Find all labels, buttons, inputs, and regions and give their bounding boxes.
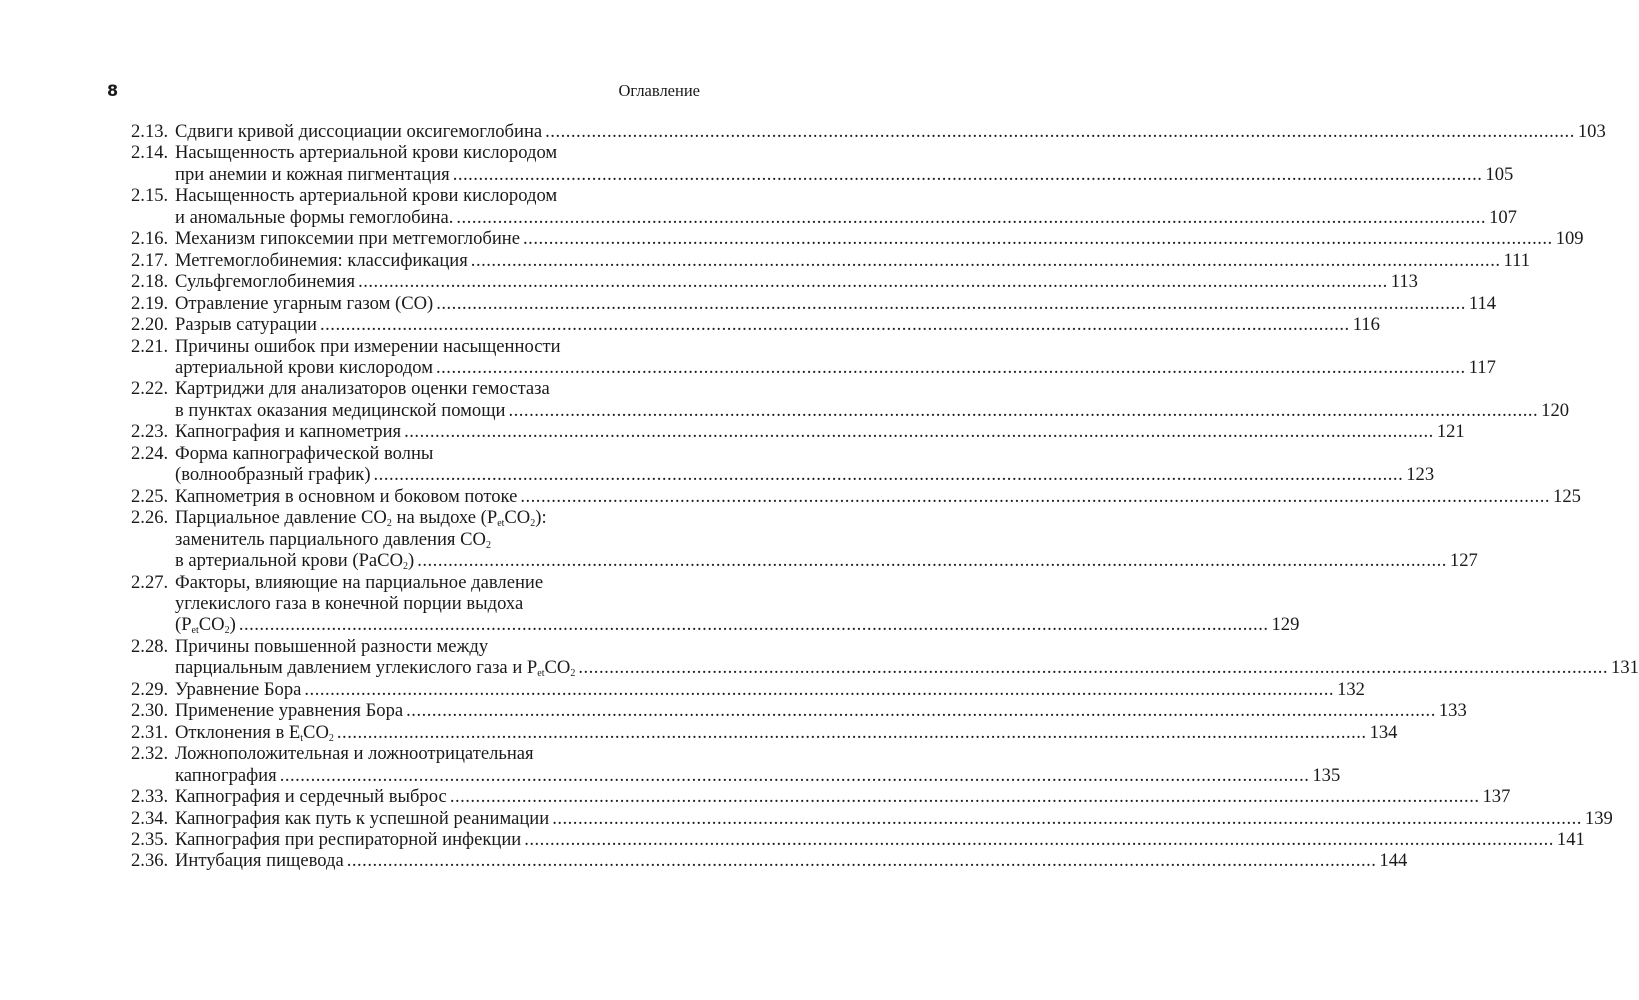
toc-entry-title bbox=[175, 271, 355, 292]
page-number: 8 bbox=[107, 81, 119, 100]
toc-entry[interactable] bbox=[131, 421, 1465, 443]
toc-entry-page: 107 bbox=[1489, 206, 1517, 228]
toc-entry-number: 2.33. bbox=[131, 786, 169, 808]
toc-entry-number: 2.16. bbox=[131, 228, 169, 250]
toc-entry-line bbox=[131, 206, 1517, 228]
toc-entry-line bbox=[131, 593, 701, 614]
title-text: Сульфгемоглобинемия bbox=[175, 271, 356, 293]
dot-leader: ........................................................................................................................................................................................................ bbox=[545, 121, 1575, 142]
toc-entry[interactable] bbox=[131, 271, 1418, 293]
toc-entry-line bbox=[131, 572, 701, 593]
title-text: заменитель парциального давления CO bbox=[175, 528, 486, 550]
toc-entry[interactable] bbox=[131, 249, 1530, 271]
subscript: 2 bbox=[570, 668, 576, 680]
toc-entry-title bbox=[175, 357, 433, 378]
toc-entry-line bbox=[131, 678, 1365, 700]
toc-entry-number: 2.20. bbox=[131, 314, 169, 336]
toc-entry-title bbox=[175, 421, 401, 442]
dot-leader: ........................................................................................................................................................................................................ bbox=[336, 721, 1367, 743]
toc-entry-page: 132 bbox=[1337, 678, 1365, 700]
toc-entry-title bbox=[175, 293, 433, 314]
toc-entry[interactable] bbox=[131, 142, 1514, 185]
toc-entry-page: 123 bbox=[1406, 464, 1435, 486]
toc-entry[interactable] bbox=[131, 850, 1408, 872]
toc-entry-line bbox=[131, 850, 1408, 872]
toc-entry[interactable] bbox=[131, 507, 1478, 573]
dot-leader: ........................................................................................................................................................................................................ bbox=[346, 850, 1377, 872]
title-text: ) bbox=[229, 614, 236, 636]
toc-entry-line bbox=[131, 421, 1465, 443]
toc-entry-title bbox=[175, 722, 334, 743]
toc-entry-line bbox=[131, 378, 701, 399]
toc-entry[interactable] bbox=[131, 185, 1517, 228]
dot-leader: ........................................................................................................................................................................................................ bbox=[436, 356, 1466, 378]
toc-entry-number: 2.29. bbox=[131, 678, 169, 700]
dot-leader: ........................................................................................................................................................................................................ bbox=[417, 550, 1447, 572]
toc-entry-title bbox=[175, 636, 488, 657]
toc-entry-title bbox=[175, 550, 414, 571]
toc-entry-line bbox=[131, 828, 1585, 850]
title-text: CO bbox=[504, 507, 531, 529]
toc-entry-number: 2.35. bbox=[131, 828, 169, 850]
dot-leader: ........................................................................................................................................................................................................ bbox=[520, 485, 1551, 507]
toc-entry-page: 114 bbox=[1468, 292, 1497, 314]
toc-entry-line bbox=[131, 163, 1514, 185]
toc-entry-line bbox=[131, 507, 701, 528]
toc-entry-line bbox=[131, 443, 701, 464]
toc-entry-title bbox=[175, 743, 534, 764]
toc-entry-number: 2.14. bbox=[131, 142, 169, 164]
title-text: Ложноположительная и ложноотрицательная bbox=[175, 743, 534, 765]
title-text: Причины ошибок при измерении насыщенности bbox=[175, 335, 561, 357]
title-text: Отравление угарным газом (СО) bbox=[175, 292, 434, 314]
subscript: 2 bbox=[403, 561, 409, 573]
toc-entry-line bbox=[131, 721, 1398, 744]
dot-leader: ........................................................................................................................................................................................................ bbox=[456, 206, 1487, 228]
toc-entry-number: 2.21. bbox=[131, 335, 169, 357]
toc-entry-line bbox=[131, 292, 1497, 314]
toc-entry-title bbox=[175, 400, 505, 421]
toc-entry-page: 105 bbox=[1485, 163, 1514, 185]
toc-entry-title bbox=[175, 529, 491, 550]
dot-leader: ........................................................................................................................................................................................................ bbox=[404, 421, 1434, 443]
title-text: CO bbox=[198, 614, 225, 636]
title-text: в артериальной крови (PaCO bbox=[175, 550, 404, 572]
toc-entry-line bbox=[131, 336, 701, 357]
toc-entry-number: 2.32. bbox=[131, 743, 169, 765]
toc-entry-number: 2.30. bbox=[131, 700, 169, 722]
title-text: Механизм гипоксемии при метгемоглобине bbox=[175, 228, 521, 250]
toc-entry[interactable] bbox=[131, 228, 1584, 250]
subscript: 2 bbox=[530, 518, 536, 530]
dot-leader: ........................................................................................................................................................................................................ bbox=[279, 764, 1310, 786]
toc-entry-number: 2.25. bbox=[131, 485, 169, 507]
title-text: Капнометрия в основном и боковом потоке bbox=[175, 485, 518, 507]
dot-leader: ........................................................................................................................................................................................................ bbox=[320, 314, 1350, 336]
toc-entry[interactable] bbox=[131, 700, 1467, 722]
toc-entry-line bbox=[131, 464, 1435, 486]
title-text: Метгемоглобинемия: классификация bbox=[175, 249, 468, 271]
toc-entry-page: 120 bbox=[1541, 399, 1570, 421]
toc-entry-number: 2.34. bbox=[131, 807, 169, 829]
title-text: парциальным давлением углекислого газа и P bbox=[175, 657, 538, 679]
toc-entry-page: 117 bbox=[1468, 356, 1496, 378]
dot-leader: ........................................................................................................................................................................................................ bbox=[523, 228, 1553, 250]
toc-entry[interactable] bbox=[131, 828, 1585, 850]
title-text: ) bbox=[408, 550, 415, 572]
toc-entry-title bbox=[175, 228, 520, 249]
toc-entry-title bbox=[175, 572, 543, 593]
dot-leader: ........................................................................................................................................................................................................ bbox=[508, 399, 1539, 421]
toc-entry-number: 2.15. bbox=[131, 185, 169, 207]
toc-entry-page: 121 bbox=[1436, 421, 1465, 443]
title-text: Разрыв сатурации bbox=[175, 314, 317, 336]
toc-entry-title bbox=[175, 808, 549, 829]
dot-leader: ........................................................................................................................................................................................................ bbox=[552, 807, 1582, 829]
dot-leader: ........................................................................................................................................................................................................ bbox=[470, 249, 1501, 271]
toc-entry-number: 2.18. bbox=[131, 271, 169, 293]
toc-entry-number: 2.23. bbox=[131, 421, 169, 443]
toc-entry-number: 2.24. bbox=[131, 442, 169, 464]
toc-entry-line bbox=[131, 121, 1606, 142]
title-text: Капнография при респираторной инфекции bbox=[175, 828, 522, 850]
toc-entry[interactable] bbox=[131, 335, 1496, 379]
title-text: углекислого газа в конечной порции выдоха bbox=[175, 592, 524, 614]
toc-entry-number: 2.28. bbox=[131, 635, 169, 657]
toc-entry-title bbox=[175, 786, 447, 807]
toc-entry-title bbox=[175, 207, 453, 228]
title-text: Уравнение Бора bbox=[175, 678, 302, 700]
dot-leader: ........................................................................................................................................................................................................ bbox=[449, 786, 1480, 808]
toc-entry[interactable] bbox=[131, 721, 1398, 744]
subscript: 2 bbox=[224, 625, 230, 637]
toc-entry-page: 129 bbox=[1271, 614, 1300, 636]
toc-entry-title bbox=[175, 593, 523, 614]
table-of-contents bbox=[131, 121, 1639, 872]
toc-entry[interactable] bbox=[131, 442, 1435, 486]
title-text: Насыщенность артериальной крови кислородом bbox=[175, 142, 558, 164]
subscript: 2 bbox=[386, 518, 392, 530]
toc-entry-page: 131 bbox=[1611, 657, 1639, 679]
title-text: и аномальные формы гемоглобина. bbox=[175, 206, 454, 228]
title-text: Парциальное давление CO bbox=[175, 507, 387, 529]
toc-entry-title bbox=[175, 164, 450, 185]
dot-leader: ........................................................................................................................................................................................................ bbox=[406, 700, 1436, 722]
toc-entry-title bbox=[175, 121, 542, 142]
toc-entry-title bbox=[175, 614, 236, 635]
title-text: Причины повышенной разности между bbox=[175, 635, 489, 657]
toc-entry-number: 2.22. bbox=[131, 378, 169, 400]
toc-entry-title bbox=[175, 765, 277, 786]
toc-entry-title bbox=[175, 507, 547, 528]
title-text: Капнография и сердечный выброс bbox=[175, 786, 447, 808]
toc-entry[interactable] bbox=[131, 635, 1639, 680]
toc-entry-line bbox=[131, 185, 701, 206]
dot-leader: ........................................................................................................................................................................................................ bbox=[452, 163, 1483, 185]
toc-entry-line bbox=[131, 786, 1511, 808]
toc-entry-title bbox=[175, 850, 344, 871]
toc-entry-title bbox=[175, 250, 468, 271]
toc-entry-title bbox=[175, 679, 301, 700]
toc-entry-line bbox=[131, 636, 701, 657]
dot-leader: ........................................................................................................................................................................................................ bbox=[524, 828, 1554, 850]
title-text: на выдохе (P bbox=[391, 507, 498, 529]
title-text: Форма капнографической волны bbox=[175, 442, 434, 464]
toc-entry-line bbox=[131, 529, 701, 550]
toc-entry-title bbox=[175, 314, 317, 335]
toc-entry-title bbox=[175, 657, 575, 678]
toc-entry[interactable] bbox=[131, 292, 1497, 314]
toc-entry-title bbox=[175, 829, 521, 850]
toc-entry-title bbox=[175, 185, 557, 206]
toc-entry-line bbox=[131, 700, 1467, 722]
toc-entry[interactable] bbox=[131, 121, 1606, 142]
toc-entry[interactable] bbox=[131, 378, 1570, 421]
toc-entry-title bbox=[175, 443, 433, 464]
toc-entry-title bbox=[175, 378, 550, 399]
toc-entry-number: 2.27. bbox=[131, 571, 169, 593]
title-text: Капнография и капнометрия bbox=[175, 421, 402, 443]
running-title: Оглавление bbox=[618, 81, 700, 100]
subscript: 2 bbox=[485, 539, 491, 551]
toc-entry-page: 111 bbox=[1503, 249, 1530, 271]
toc-entry-number: 2.13. bbox=[131, 121, 169, 142]
dot-leader: ........................................................................................................................................................................................................ bbox=[373, 464, 1404, 486]
subscript: et bbox=[497, 518, 505, 530]
title-text: Факторы, влияющие на парциальное давление bbox=[175, 571, 544, 593]
toc-entry-number: 2.17. bbox=[131, 249, 169, 271]
toc-entry-line bbox=[131, 228, 1584, 250]
toc-entry-line bbox=[131, 807, 1613, 829]
toc-entry-page: 113 bbox=[1390, 271, 1418, 293]
title-text: Сдвиги кривой диссоциации оксигемоглобина bbox=[175, 121, 543, 142]
toc-entry-title bbox=[175, 700, 403, 721]
title-text: капнография bbox=[175, 764, 277, 786]
subscript: et bbox=[537, 668, 545, 680]
subscript: 2 bbox=[328, 732, 334, 744]
toc-entry[interactable] bbox=[131, 314, 1380, 336]
toc-entry-number: 2.26. bbox=[131, 507, 169, 529]
title-text: Применение уравнения Бора bbox=[175, 700, 404, 722]
title-text: CO bbox=[303, 721, 329, 743]
toc-entry-page: 109 bbox=[1555, 228, 1584, 250]
toc-entry[interactable] bbox=[131, 786, 1511, 808]
dot-leader: ........................................................................................................................................................................................................ bbox=[358, 271, 1388, 293]
toc-entry-line bbox=[131, 271, 1418, 293]
toc-entry-number: 2.36. bbox=[131, 850, 169, 872]
subscript: et bbox=[191, 625, 199, 637]
title-text: ): bbox=[535, 507, 547, 529]
toc-entry-title bbox=[175, 142, 557, 163]
dot-leader: ........................................................................................................................................................................................................ bbox=[304, 678, 1335, 700]
toc-entry-line bbox=[131, 764, 1341, 786]
toc-entry-line bbox=[131, 743, 701, 764]
toc-entry-title bbox=[175, 486, 517, 507]
toc-entry-number: 2.31. bbox=[131, 721, 169, 743]
title-text: при анемии и кожная пигментация bbox=[175, 163, 450, 185]
title-text: CO bbox=[544, 657, 571, 679]
toc-entry-line bbox=[131, 399, 1570, 421]
dot-leader: ........................................................................................................................................................................................................ bbox=[436, 292, 1466, 314]
dot-leader: ........................................................................................................................................................................................................ bbox=[238, 614, 1269, 636]
toc-entry-page: 127 bbox=[1449, 550, 1478, 572]
title-text: (волнообразный график) bbox=[175, 464, 371, 486]
toc-entry-line bbox=[131, 356, 1496, 378]
toc-entry[interactable] bbox=[131, 485, 1581, 507]
toc-entry-page: 134 bbox=[1369, 721, 1398, 743]
toc-entry-line bbox=[131, 314, 1380, 336]
dot-leader: ........................................................................................................................................................................................................ bbox=[578, 657, 1609, 679]
toc-entry-page: 137 bbox=[1482, 786, 1511, 808]
title-text: артериальной крови кислородом bbox=[175, 356, 433, 378]
toc-entry-page: 125 bbox=[1553, 485, 1581, 507]
toc-entry-title bbox=[175, 464, 371, 485]
toc-entry-page: 135 bbox=[1312, 764, 1341, 786]
toc-entry-page: 139 bbox=[1584, 807, 1613, 829]
toc-entry-line bbox=[131, 485, 1581, 507]
title-text: Картриджи для анализаторов оценки гемостаза bbox=[175, 378, 550, 400]
toc-entry-line bbox=[131, 249, 1530, 271]
title-text: (P bbox=[175, 614, 192, 636]
toc-entry-page: 133 bbox=[1438, 700, 1467, 722]
toc-entry-page: 116 bbox=[1352, 314, 1380, 336]
toc-entry[interactable] bbox=[131, 678, 1365, 700]
toc-entry[interactable] bbox=[131, 743, 1341, 786]
toc-entry-line bbox=[131, 550, 1478, 573]
toc-entry-line bbox=[131, 614, 1300, 637]
toc-entry[interactable] bbox=[131, 571, 1300, 637]
title-text: в пунктах оказания медицинской помощи bbox=[175, 399, 506, 421]
title-text: Насыщенность артериальной крови кислородом bbox=[175, 185, 558, 207]
toc-entry-line bbox=[131, 657, 1639, 680]
toc-entry-line bbox=[131, 142, 701, 163]
title-text: Капнография как путь к успешной реанимации bbox=[175, 807, 550, 829]
toc-entry-page: 103 bbox=[1577, 121, 1606, 142]
subscript: t bbox=[300, 732, 304, 744]
toc-entry-page: 144 bbox=[1379, 850, 1408, 872]
toc-entry-number: 2.19. bbox=[131, 292, 169, 314]
title-text: Отклонения в E bbox=[175, 721, 301, 743]
toc-entry[interactable] bbox=[131, 807, 1613, 829]
toc-entry-page: 141 bbox=[1556, 828, 1585, 850]
title-text: Интубация пищевода bbox=[175, 850, 344, 872]
toc-entry-title bbox=[175, 336, 561, 357]
